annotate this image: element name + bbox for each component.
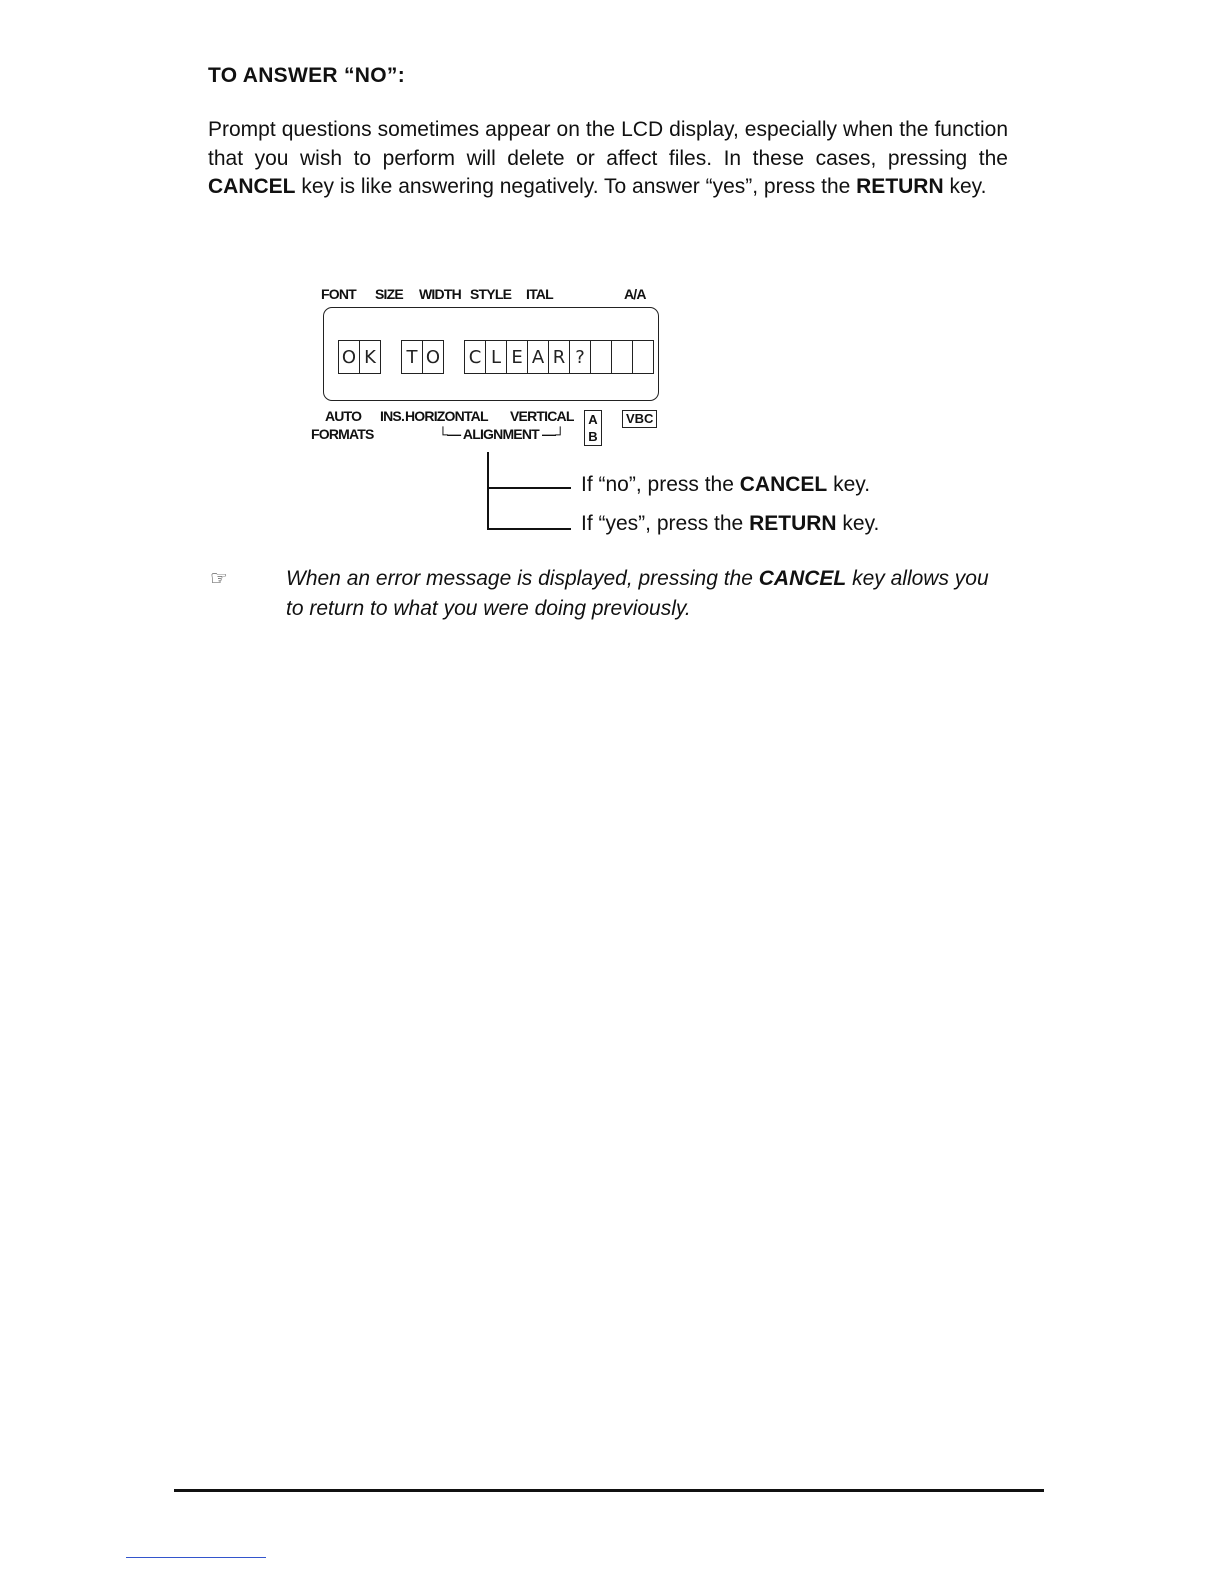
lcd-label-style: STYLE — [470, 286, 512, 302]
footer-rule — [174, 1489, 1044, 1492]
lcd-label-vertical: VERTICAL — [510, 408, 574, 424]
lcd-cell: T — [401, 340, 423, 374]
footer-mark — [126, 1557, 266, 1558]
lcd-cell: E — [506, 340, 528, 374]
lcd-label-auto: AUTO — [325, 408, 362, 424]
lcd-label-font: FONT — [321, 286, 356, 302]
lcd-label-ital: ITAL — [526, 286, 553, 302]
lcd-cell: O — [422, 340, 444, 374]
lcd-cell: R — [548, 340, 570, 374]
lcd-cell — [443, 340, 465, 374]
lcd-cell: K — [359, 340, 381, 374]
callout-yes: If “yes”, press the RETURN key. — [581, 512, 880, 535]
lcd-label-size: SIZE — [375, 286, 403, 302]
lcd-cell — [611, 340, 633, 374]
pointing-hand-icon: ☞ — [210, 566, 228, 590]
intro-paragraph: Prompt questions sometimes appear on the LCD display, especially when the function that you wish to perform will delete or affect files. In these cases, pressing the CANCEL key is like answering negatively. To answer “yes”, press the RETURN key. — [208, 118, 1008, 198]
lcd-cell — [632, 340, 654, 374]
lcd-label-width: WIDTH — [419, 286, 461, 302]
lcd-character-row — [338, 340, 653, 374]
note-text: When an error message is displayed, pressing the CANCEL key allows you to return to what you were doing previously. — [286, 567, 989, 620]
callout-line-yes — [487, 528, 571, 530]
lcd-cell: A — [527, 340, 549, 374]
callout-no: If “no”, press the CANCEL key. — [581, 473, 871, 496]
lcd-cell: O — [338, 340, 360, 374]
lcd-label-ins: INS. — [380, 408, 405, 424]
section-heading: TO ANSWER “NO”: — [208, 64, 405, 87]
lcd-ab-indicator: A B — [584, 410, 602, 446]
lcd-cell — [380, 340, 402, 374]
callout-line-no — [487, 487, 571, 489]
lcd-cell: C — [464, 340, 486, 374]
lcd-cell: L — [485, 340, 507, 374]
lcd-vbc-indicator: VBC — [622, 410, 657, 428]
lcd-label-horizontal: HORIZONTAL — [405, 408, 488, 424]
callout-bracket — [487, 452, 489, 529]
lcd-label-case: A/A — [624, 286, 646, 302]
lcd-label-formats: FORMATS — [311, 426, 374, 442]
lcd-label-alignment: └— ALIGNMENT —┘ — [438, 426, 565, 442]
lcd-cell: ? — [569, 340, 591, 374]
lcd-cell — [590, 340, 612, 374]
